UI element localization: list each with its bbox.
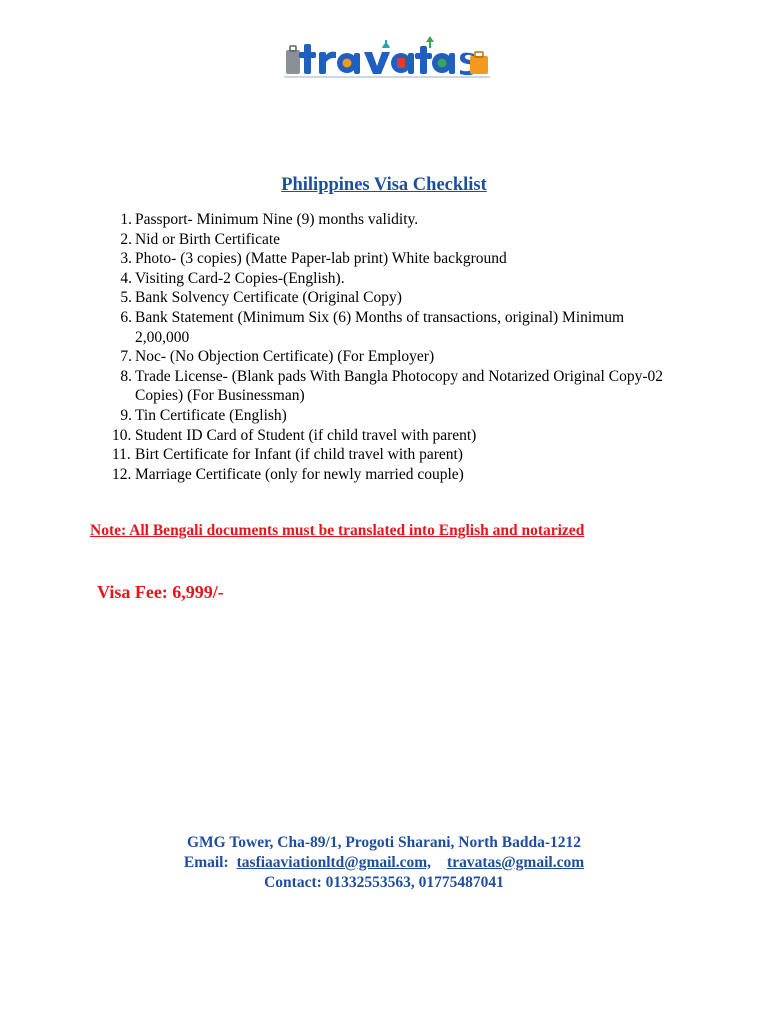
list-item (110, 288, 670, 308)
list-item (110, 465, 670, 485)
list-item-number: 5. (120, 289, 132, 307)
travatas-logo (284, 36, 490, 80)
list-item (110, 249, 670, 269)
list-item (110, 367, 670, 406)
list-item-number: 12. (112, 465, 132, 483)
list-item-number: 2. (120, 230, 132, 248)
list-item-text: Photo- (3 copies) (Matte Paper-lab print) White background (135, 250, 507, 268)
email-link-travatas[interactable]: travatas@gmail.com (447, 854, 585, 871)
list-item (110, 269, 670, 289)
list-item (110, 406, 670, 426)
list-item-text: Noc- (No Objection Certificate) (For Employer) (135, 348, 435, 366)
list-item-number: 6. (120, 308, 132, 326)
list-item (110, 230, 670, 250)
list-item-text: Trade License- (Blank pads With Bangla Photocopy and Notarized Original Copy-02 Copies) (For Businessman) (135, 367, 663, 405)
list-item-number: 8. (120, 367, 132, 385)
list-item (110, 308, 670, 347)
list-item-text: Bank Statement (Minimum Six (6) Months of transactions, original) Minimum 2,00,000 (135, 308, 625, 346)
list-item-text: Birt Certificate for Infant (if child travel with parent) (135, 446, 463, 464)
list-item-number: 10. (112, 426, 132, 444)
contact-footer (0, 833, 768, 893)
translation-note: Note: All Bengali documents must be translated into English and notarized (90, 522, 585, 539)
list-item-number: 7. (120, 348, 132, 366)
list-item (110, 426, 670, 446)
visa-checklist (110, 210, 670, 484)
footer-email-line (0, 853, 768, 873)
list-item-text: Marriage Certificate (only for newly married couple) (135, 465, 464, 483)
list-item-number: 11. (112, 446, 131, 464)
list-item-number: 1. (120, 211, 132, 228)
list-item-number: 4. (120, 269, 132, 287)
footer-contact: Contact: 01332553563, 01775487041 (264, 874, 504, 891)
list-item (110, 445, 670, 465)
list-item-text: Visiting Card-2 Copies-(English). (135, 269, 345, 287)
list-item-text: Bank Solvency Certificate (Original Copy) (135, 289, 402, 307)
list-item (110, 347, 670, 367)
list-item-text: Passport- Minimum Nine (9) months validity. (135, 211, 419, 228)
email-link-tasfia[interactable]: tasfiaaviationltd@gmail.com, (236, 854, 432, 871)
list-item-number: 3. (120, 250, 132, 268)
footer-email-label: Email: (183, 854, 229, 871)
page-title: Philippines Visa Checklist (281, 175, 487, 195)
visa-fee: Visa Fee: 6,999/- (97, 582, 224, 602)
list-item-text: Tin Certificate (English) (135, 406, 287, 424)
list-item-text: Student ID Card of Student (if child travel with parent) (135, 426, 477, 444)
list-item-text: Nid or Birth Certificate (135, 230, 281, 248)
list-item-number: 9. (120, 406, 132, 424)
list-item (110, 210, 670, 230)
footer-address: GMG Tower, Cha-89/1, Progoti Sharani, North Badda-1212 (187, 834, 581, 851)
